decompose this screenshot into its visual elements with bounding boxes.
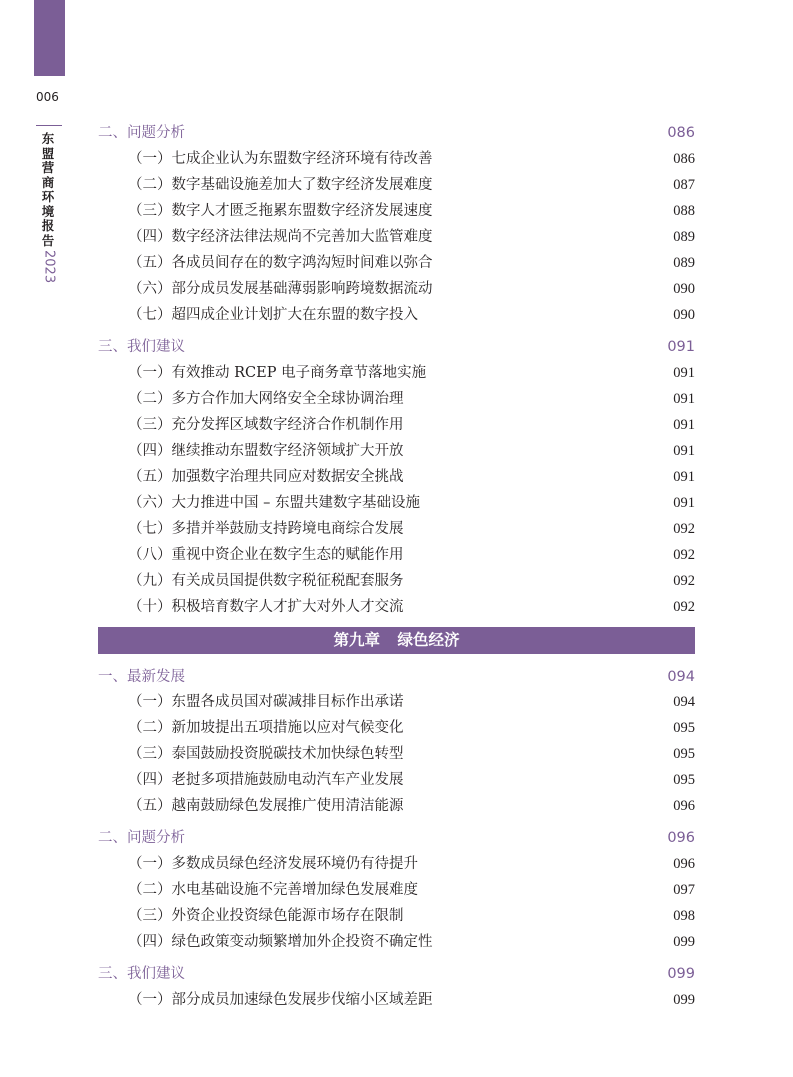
toc-item-title: （五）各成员间存在的数字鸿沟短时间难以弥合 (128, 255, 433, 271)
chapter-label: 第九章 (333, 631, 381, 649)
chapter-heading (98, 627, 695, 654)
toc-page-number: 091 (667, 339, 695, 355)
toc-page-number: 094 (673, 694, 695, 710)
toc-page-number: 096 (667, 830, 695, 846)
toc-item-row[interactable] (98, 174, 695, 196)
toc-item-row[interactable] (98, 304, 695, 326)
toc-item-title: （一）七成企业认为东盟数字经济环境有待改善 (128, 151, 433, 167)
side-title-char: 盟 (41, 145, 55, 161)
toc-item-row[interactable] (98, 544, 695, 566)
toc-page-number: 089 (673, 255, 695, 271)
toc-page-number: 099 (673, 934, 695, 950)
toc-item-title: （三）外资企业投资绿色能源市场存在限制 (128, 908, 404, 924)
toc-page-number: 097 (673, 882, 695, 898)
toc-item-title: （九）有关成员国提供数字税征税配套服务 (128, 573, 404, 589)
toc-page-number: 099 (673, 992, 695, 1008)
side-book-title (40, 132, 56, 283)
toc-page-number: 086 (673, 151, 695, 167)
toc-item-title: （八）重视中资企业在数字生态的赋能作用 (128, 547, 404, 563)
toc-item-title: （四）继续推动东盟数字经济领域扩大开放 (128, 443, 404, 459)
toc-item-title: （五）越南鼓励绿色发展推广使用清洁能源 (128, 798, 404, 814)
toc-page-number: 091 (673, 391, 695, 407)
toc-item-row[interactable] (98, 492, 695, 514)
toc-item-row[interactable] (98, 362, 695, 384)
toc-page-number: 098 (673, 908, 695, 924)
toc-section-row[interactable] (98, 827, 695, 849)
toc-section-row[interactable] (98, 122, 695, 144)
toc-item-title: （七）超四成企业计划扩大在东盟的数字投入 (128, 307, 418, 323)
page-tab-marker (34, 0, 65, 76)
toc-item-title: （二）多方合作加大网络安全全球协调治理 (128, 391, 404, 407)
side-title-char: 报 (41, 218, 55, 233)
toc-item-title: （四）数字经济法律法规尚不完善加大监管难度 (128, 229, 433, 245)
toc-item-row[interactable] (98, 691, 695, 713)
toc-item-title: （一）部分成员加速绿色发展步伐缩小区域差距 (128, 992, 433, 1008)
toc-page-number: 096 (673, 856, 695, 872)
toc-item-row[interactable] (98, 252, 695, 274)
toc-item-row[interactable] (98, 278, 695, 300)
toc-page-number: 091 (673, 443, 695, 459)
toc-page-number: 090 (673, 307, 695, 323)
toc-page-number: 095 (673, 772, 695, 788)
toc-item-row[interactable] (98, 414, 695, 436)
toc-page-number: 086 (667, 125, 695, 141)
toc-item-row[interactable] (98, 440, 695, 462)
side-title-char: 告 (41, 232, 55, 248)
toc-section-title: 三、我们建议 (98, 339, 185, 355)
chapter-title: 绿色经济 (397, 631, 460, 649)
toc-section-title: 三、我们建议 (98, 966, 185, 982)
toc-item-title: （四）绿色政策变动频繁增加外企投资不确定性 (128, 934, 433, 950)
toc-page-number: 094 (667, 669, 695, 685)
side-title-char: 东 (41, 131, 55, 146)
toc-page-number: 091 (673, 469, 695, 485)
toc-item-row[interactable] (98, 989, 695, 1011)
toc-section-title: 二、问题分析 (98, 125, 185, 141)
toc-item-title: （四）老挝多项措施鼓励电动汽车产业发展 (128, 772, 404, 788)
toc-item-title: （一）有效推动 RCEP 电子商务章节落地实施 (128, 365, 427, 381)
toc-item-title: （二）水电基础设施不完善增加绿色发展难度 (128, 882, 418, 898)
toc-page-number: 087 (673, 177, 695, 193)
toc-page-number: 092 (673, 521, 695, 537)
toc-item-row[interactable] (98, 795, 695, 817)
toc-section-row[interactable] (98, 963, 695, 985)
toc-item-title: （五）加强数字治理共同应对数据安全挑战 (128, 469, 404, 485)
toc-section-row[interactable] (98, 336, 695, 358)
toc-item-row[interactable] (98, 879, 695, 901)
toc-page-number: 091 (673, 417, 695, 433)
toc-item-row[interactable] (98, 466, 695, 488)
toc-page-number: 088 (673, 203, 695, 219)
toc-item-title: （一）东盟各成员国对碳减排目标作出承诺 (128, 694, 404, 710)
toc-page-number: 095 (673, 720, 695, 736)
side-title-char: 商 (41, 174, 55, 190)
toc-section-title: 二、问题分析 (98, 830, 185, 846)
toc-page-number: 099 (667, 966, 695, 982)
toc-page-number: 090 (673, 281, 695, 297)
side-title-year: 2023 (41, 250, 57, 284)
toc-item-row[interactable] (98, 388, 695, 410)
toc-item-row[interactable] (98, 226, 695, 248)
side-title-char: 环 (41, 189, 55, 204)
toc-item-row[interactable] (98, 931, 695, 953)
toc-page-number: 096 (673, 798, 695, 814)
toc-item-title: （六）大力推进中国 – 东盟共建数字基础设施 (128, 495, 420, 511)
toc-page-number: 095 (673, 746, 695, 762)
page-number: 006 (36, 90, 59, 104)
toc-item-row[interactable] (98, 717, 695, 739)
side-title-char: 境 (41, 203, 55, 219)
toc-item-row[interactable] (98, 570, 695, 592)
toc-item-row[interactable] (98, 200, 695, 222)
toc-page-number: 091 (673, 495, 695, 511)
toc-item-title: （十）积极培育数字人才扩大对外人才交流 (128, 599, 404, 615)
toc-item-row[interactable] (98, 769, 695, 791)
toc-item-row[interactable] (98, 518, 695, 540)
toc-page-number: 092 (673, 547, 695, 563)
toc-item-title: （三）泰国鼓励投资脱碳技术加快绿色转型 (128, 746, 404, 762)
side-divider (36, 125, 62, 126)
toc-item-row[interactable] (98, 148, 695, 170)
toc-item-row[interactable] (98, 596, 695, 618)
toc-item-row[interactable] (98, 853, 695, 875)
toc-item-title: （三）数字人才匮乏拖累东盟数字经济发展速度 (128, 203, 433, 219)
toc-item-title: （六）部分成员发展基础薄弱影响跨境数据流动 (128, 281, 433, 297)
toc-item-title: （二）数字基础设施差加大了数字经济发展难度 (128, 177, 433, 193)
toc-item-title: （一）多数成员绿色经济发展环境仍有待提升 (128, 856, 418, 872)
toc-item-row[interactable] (98, 743, 695, 765)
toc-page-number: 089 (673, 229, 695, 245)
toc-page-number: 092 (673, 573, 695, 589)
toc-item-row[interactable] (98, 905, 695, 927)
toc-section-title: 一、最新发展 (98, 669, 185, 685)
toc-page-number: 091 (673, 365, 695, 381)
toc-item-title: （二）新加坡提出五项措施以应对气候变化 (128, 720, 404, 736)
toc-section-row[interactable] (98, 666, 695, 688)
toc-item-title: （三）充分发挥区域数字经济合作机制作用 (128, 417, 404, 433)
side-title-char: 营 (41, 160, 55, 175)
toc-page-number: 092 (673, 599, 695, 615)
toc-item-title: （七）多措并举鼓励支持跨境电商综合发展 (128, 521, 404, 537)
